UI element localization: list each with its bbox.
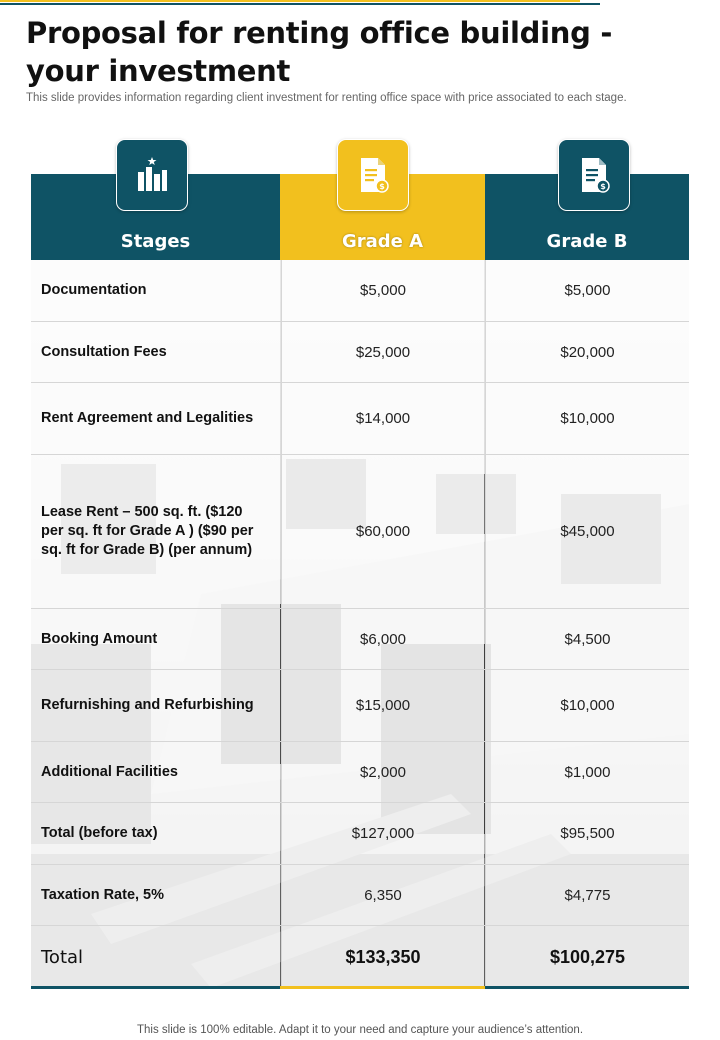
table-row (31, 742, 689, 803)
grade-b-cell: $45,000 (485, 455, 689, 608)
table-row (31, 322, 689, 383)
grade-b-cell: $4,775 (485, 865, 689, 925)
top-accent-yellow (0, 0, 580, 2)
grade-b-cell: $5,000 (485, 260, 689, 321)
grade-b-icon-box (558, 139, 630, 211)
grade-a-icon-box (337, 139, 409, 211)
table-row (31, 609, 689, 670)
svg-text:$: $ (379, 182, 385, 191)
header-stages-label: Stages (120, 231, 191, 252)
stage-cell: Taxation Rate, 5% (31, 865, 280, 925)
stage-cell: Documentation (31, 260, 280, 321)
grade-b-cell: $100,275 (485, 926, 689, 988)
grade-b-cell: $95,500 (485, 803, 689, 864)
grade-a-cell: $6,000 (281, 609, 484, 669)
document-invoice-icon (353, 155, 393, 195)
grade-a-cell: 6,350 (281, 865, 484, 925)
stage-cell: Consultation Fees (31, 322, 280, 382)
stage-cell: Total (31, 926, 280, 988)
stage-cell: Total (before tax) (31, 803, 280, 864)
grade-b-cell: $10,000 (485, 383, 689, 454)
document-invoice-icon (574, 155, 614, 195)
page-title: Proposal for renting office building - your investment (26, 16, 613, 88)
table-row (31, 803, 689, 865)
grade-a-cell: $2,000 (281, 742, 484, 802)
table-row (31, 260, 689, 322)
table-row (31, 383, 689, 455)
grade-a-cell: $25,000 (281, 322, 484, 382)
grade-a-cell: $15,000 (281, 670, 484, 741)
bottom-line-grade-b (485, 986, 689, 989)
header-grade-a-label: Grade A (341, 231, 424, 252)
stages-icon-box (116, 139, 188, 211)
grade-a-cell: $60,000 (281, 455, 484, 608)
grade-b-cell: $4,500 (485, 609, 689, 669)
bar-chart-icon (132, 155, 172, 195)
table-row (31, 865, 689, 926)
grade-a-cell: $133,350 (281, 926, 484, 988)
stage-cell: Refurnishing and Refurbishing (31, 670, 280, 741)
table-row (31, 455, 689, 609)
bottom-line-stages (31, 986, 280, 989)
stage-cell: Lease Rent – 500 sq. ft. ($120 per sq. ft for Grade A ) ($90 per sq. ft for Grade B) (per annum) (31, 455, 280, 608)
svg-text:$: $ (600, 182, 606, 191)
table-row-total (31, 926, 689, 988)
table-row (31, 670, 689, 742)
grade-b-cell: $20,000 (485, 322, 689, 382)
header-grade-b-label: Grade B (546, 231, 628, 252)
grade-b-cell: $1,000 (485, 742, 689, 802)
top-accent-teal (0, 3, 600, 5)
page-subtitle: This slide provides information regarding client investment for renting office space with price associated to each stage. (26, 92, 627, 104)
investment-table (31, 174, 689, 988)
bottom-line-grade-a (280, 986, 485, 989)
stage-cell: Additional Facilities (31, 742, 280, 802)
grade-a-cell: $127,000 (281, 803, 484, 864)
stage-cell: Booking Amount (31, 609, 280, 669)
footer-note: This slide is 100% editable. Adapt it to your need and capture your audience’s attention. (136, 1024, 584, 1036)
stage-cell: Rent Agreement and Legalities (31, 383, 280, 454)
grade-a-cell: $14,000 (281, 383, 484, 454)
top-accent-bar (0, 0, 720, 6)
grade-a-cell: $5,000 (281, 260, 484, 321)
grade-b-cell: $10,000 (485, 670, 689, 741)
